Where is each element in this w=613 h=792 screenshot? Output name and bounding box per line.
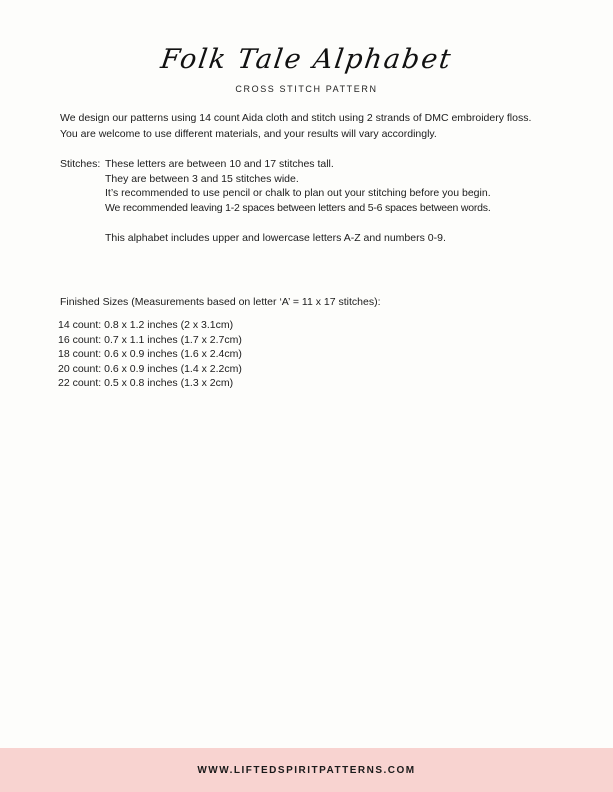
intro-paragraph: We design our patterns using 14 count Aida cloth and stitch using 2 strands of DMC embroidery floss. You are welcome to use different materials, and your results will vary accordingly. xyxy=(60,112,532,140)
size-row-18-count: 18 count: 0.6 x 0.9 inches (1.6 x 2.4cm) xyxy=(58,348,242,360)
stitch-info-planning: It’s recommended to use pencil or chalk to plan out your stitching before you begin. xyxy=(105,187,491,199)
stitch-info-contents: This alphabet includes upper and lowercase letters A-Z and numbers 0-9. xyxy=(105,232,446,244)
stitch-info-width: They are between 3 and 15 stitches wide. xyxy=(105,173,299,185)
size-row-20-count: 20 count: 0.6 x 0.9 inches (1.4 x 2.2cm) xyxy=(58,362,242,375)
stitch-info-height: These letters are between 10 and 17 stitches tall. xyxy=(105,158,334,170)
size-row-22-count: 22 count: 0.5 x 0.8 inches (1.3 x 2cm) xyxy=(58,377,234,389)
size-row-14-count: 14 count: 0.8 x 1.2 inches (2 x 3.1cm) xyxy=(58,319,234,331)
page-title: Folk Tale Alphabet xyxy=(158,44,455,75)
page-subtitle: CROSS STITCH PATTERN xyxy=(235,84,378,94)
finished-sizes-heading: Finished Sizes (Measurements based on letter ‘A’ = 11 x 17 stitches): xyxy=(60,296,381,308)
website-link[interactable]: WWW.LIFTEDSPIRITPATTERNS.COM xyxy=(197,765,416,776)
size-row-16-count: 16 count: 0.7 x 1.1 inches (1.7 x 2.7cm) xyxy=(58,333,242,346)
stitches-label: Stitches: xyxy=(60,158,101,170)
stitch-info-spacing: We recommended leaving 1-2 spaces between letters and 5-6 spaces between words. xyxy=(105,202,491,214)
finished-sizes-list xyxy=(58,318,242,391)
